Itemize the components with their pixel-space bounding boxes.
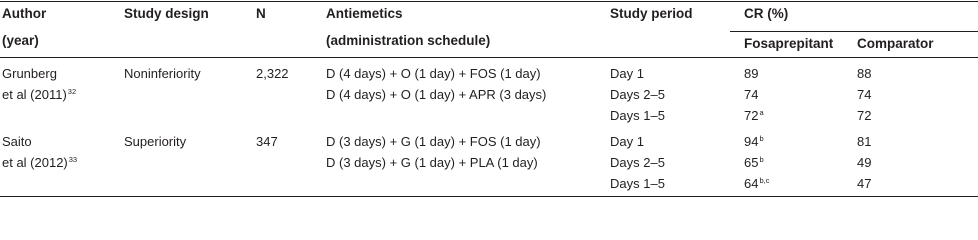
cr-fosaprepitant: 94$^b$ [744,133,764,149]
study-author: Grunberg [2,66,57,81]
study-n: 2,322 [256,66,289,81]
study-period: Day 1 [610,66,644,81]
cr-fosaprepitant: 89 [744,66,759,81]
cr-fosaprepitant: 64$^{b,c}$ [744,175,770,191]
header-cr: CR (%) [744,6,789,21]
footnote-superscript: a [759,107,764,117]
header-comparator: Comparator [857,36,934,51]
cr-comparator: 88 [857,66,872,81]
cr-fosaprepitant: 65$^b$ [744,154,764,170]
study-year: et al $(2011)^{32}$ [2,86,77,102]
study-period: Days 1–5 [610,108,665,123]
reference-superscript: 32 [67,86,77,96]
header-study-design: Study design [124,6,209,21]
table-top-rule [0,1,978,2]
cr-comparator: 81 [857,134,872,149]
regimen-comparator: D (4 days) + O (1 day) + APR (3 days) [326,87,547,102]
cr-comparator: 72 [857,108,872,123]
table-bottom-rule [0,196,978,197]
footnote-superscript: b [759,154,764,164]
study-period: Days 2–5 [610,87,665,102]
regimen-comparator: D (3 days) + G (1 day) + PLA (1 day) [326,155,538,170]
footnote-superscript: b [759,133,764,143]
study-period: Days 2–5 [610,155,665,170]
regimen-fosaprepitant: D (4 days) + O (1 day) + FOS (1 day) [326,66,541,81]
cr-fosaprepitant: 72$^a$ [744,107,764,123]
cr-fosaprepitant: 74 [744,87,759,102]
study-n: 347 [256,134,278,149]
header-bottom-rule [0,57,978,58]
study-design: Noninferiority [124,66,201,81]
header-antiemetics: Antiemetics [326,6,403,21]
header-author: Author [2,6,47,21]
header-study-period: Study period [610,6,693,21]
footnote-superscript: b,c [759,175,770,185]
header-fosaprepitant: Fosaprepitant [744,36,834,51]
header-administration-schedule: (administration schedule) [326,33,491,48]
study-design: Superiority [124,134,187,149]
cr-subheader-rule [730,31,978,32]
cr-comparator: 49 [857,155,872,170]
cr-comparator: 74 [857,87,872,102]
study-author: Saito [2,134,32,149]
cr-comparator: 47 [857,176,872,191]
header-year: (year) [2,33,39,48]
regimen-fosaprepitant: D (3 days) + G (1 day) + FOS (1 day) [326,134,541,149]
study-year: et al $(2012)^{33}$ [2,154,78,170]
study-period: Day 1 [610,134,644,149]
reference-superscript: 33 [68,154,78,164]
study-period: Days 1–5 [610,176,665,191]
header-n: N [256,6,266,21]
